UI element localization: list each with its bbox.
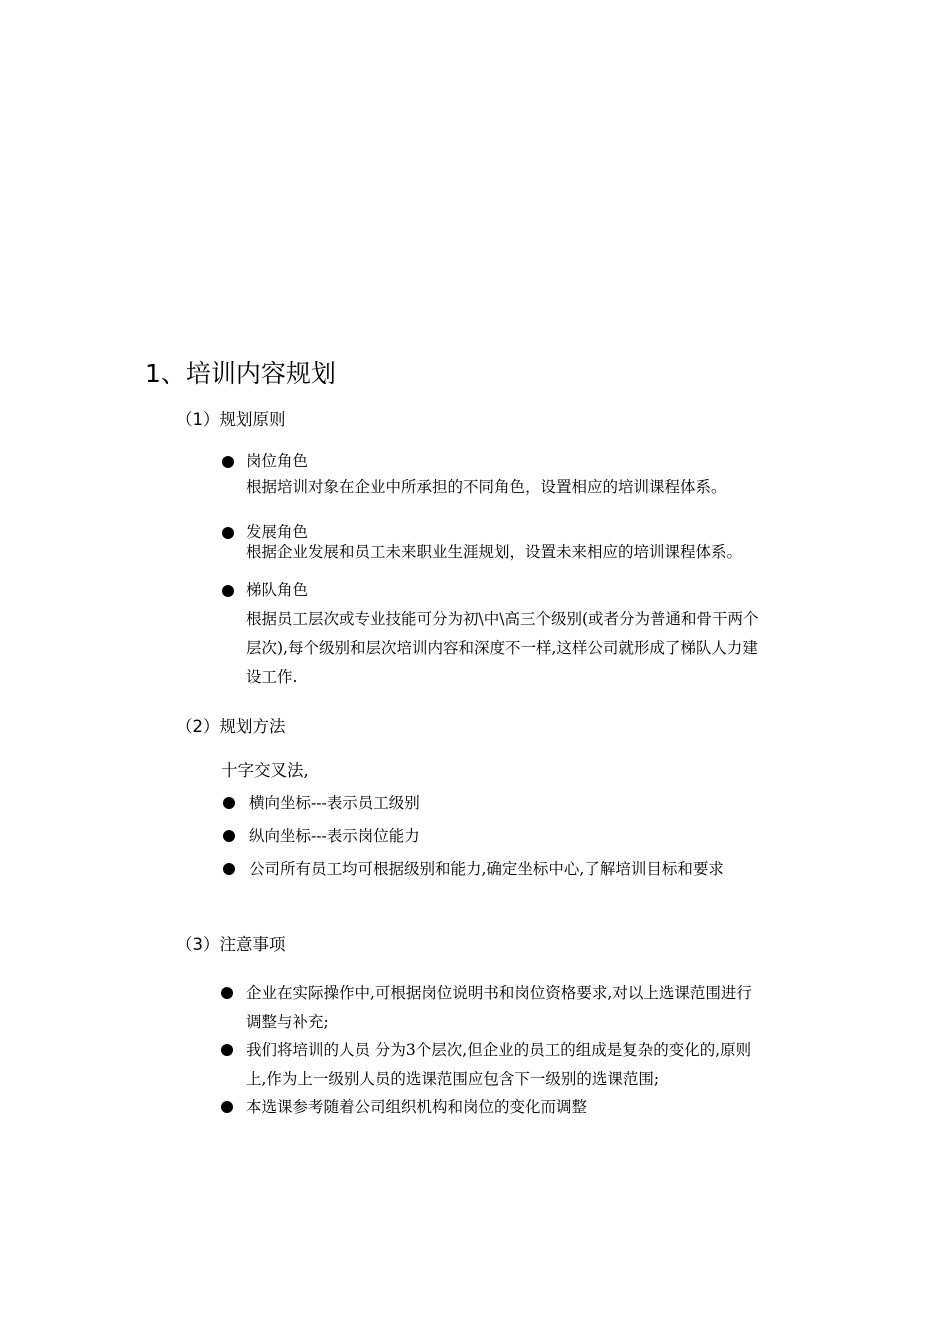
principle-desc-line: 层次),每个级别和层次培训内容和深度不一样,这样公司就形成了梯队人力建 — [246, 639, 758, 657]
bullet-icon — [221, 1101, 233, 1113]
section-title-method: （2）规划方法 — [176, 717, 286, 736]
method-intro: 十字交叉法, — [221, 761, 309, 780]
principle-label: 发展角色 — [246, 523, 309, 541]
page-title: 1、培训内容规划 — [145, 359, 336, 388]
note-line: 上,作为上一级别人员的选课范围应包含下一级别的选课范围; — [246, 1070, 660, 1088]
bullet-icon — [223, 797, 235, 809]
note-line: 本选课参考随着公司组织机构和岗位的变化而调整 — [246, 1098, 588, 1116]
principle-desc-line: 设工作. — [246, 668, 298, 686]
bullet-icon — [221, 987, 233, 999]
principle-desc-line: 根据员工层次或专业技能可分为初\中\高三个级别(或者分为普通和骨干两个 — [246, 610, 759, 628]
principle-desc: 根据培训对象在企业中所承担的不同角色，设置相应的培训课程体系。 — [246, 478, 727, 496]
bullet-icon — [222, 527, 234, 539]
bullet-icon — [222, 456, 234, 468]
note-line: 企业在实际操作中,可根据岗位说明书和岗位资格要求,对以上选课范围进行 — [246, 984, 752, 1002]
principle-label: 岗位角色 — [246, 452, 309, 470]
section-title-notes: （3）注意事项 — [176, 935, 286, 954]
method-item: 横向坐标---表示员工级别 — [249, 794, 420, 812]
bullet-icon — [222, 585, 234, 597]
section-title-principles: （1）规划原则 — [176, 410, 286, 429]
method-item: 公司所有员工均可根据级别和能力,确定坐标中心,了解培训目标和要求 — [249, 860, 724, 878]
note-line: 我们将培训的人员 分为3个层次,但企业的员工的组成是复杂的变化的,原则 — [246, 1041, 752, 1059]
principle-label: 梯队角色 — [246, 581, 309, 599]
method-item: 纵向坐标---表示岗位能力 — [249, 827, 420, 845]
note-line: 调整与补充; — [246, 1013, 329, 1031]
bullet-icon — [223, 863, 235, 875]
principle-desc: 根据企业发展和员工未来职业生涯规划，设置未来相应的培训课程体系。 — [246, 543, 743, 561]
bullet-icon — [223, 830, 235, 842]
bullet-icon — [221, 1044, 233, 1056]
